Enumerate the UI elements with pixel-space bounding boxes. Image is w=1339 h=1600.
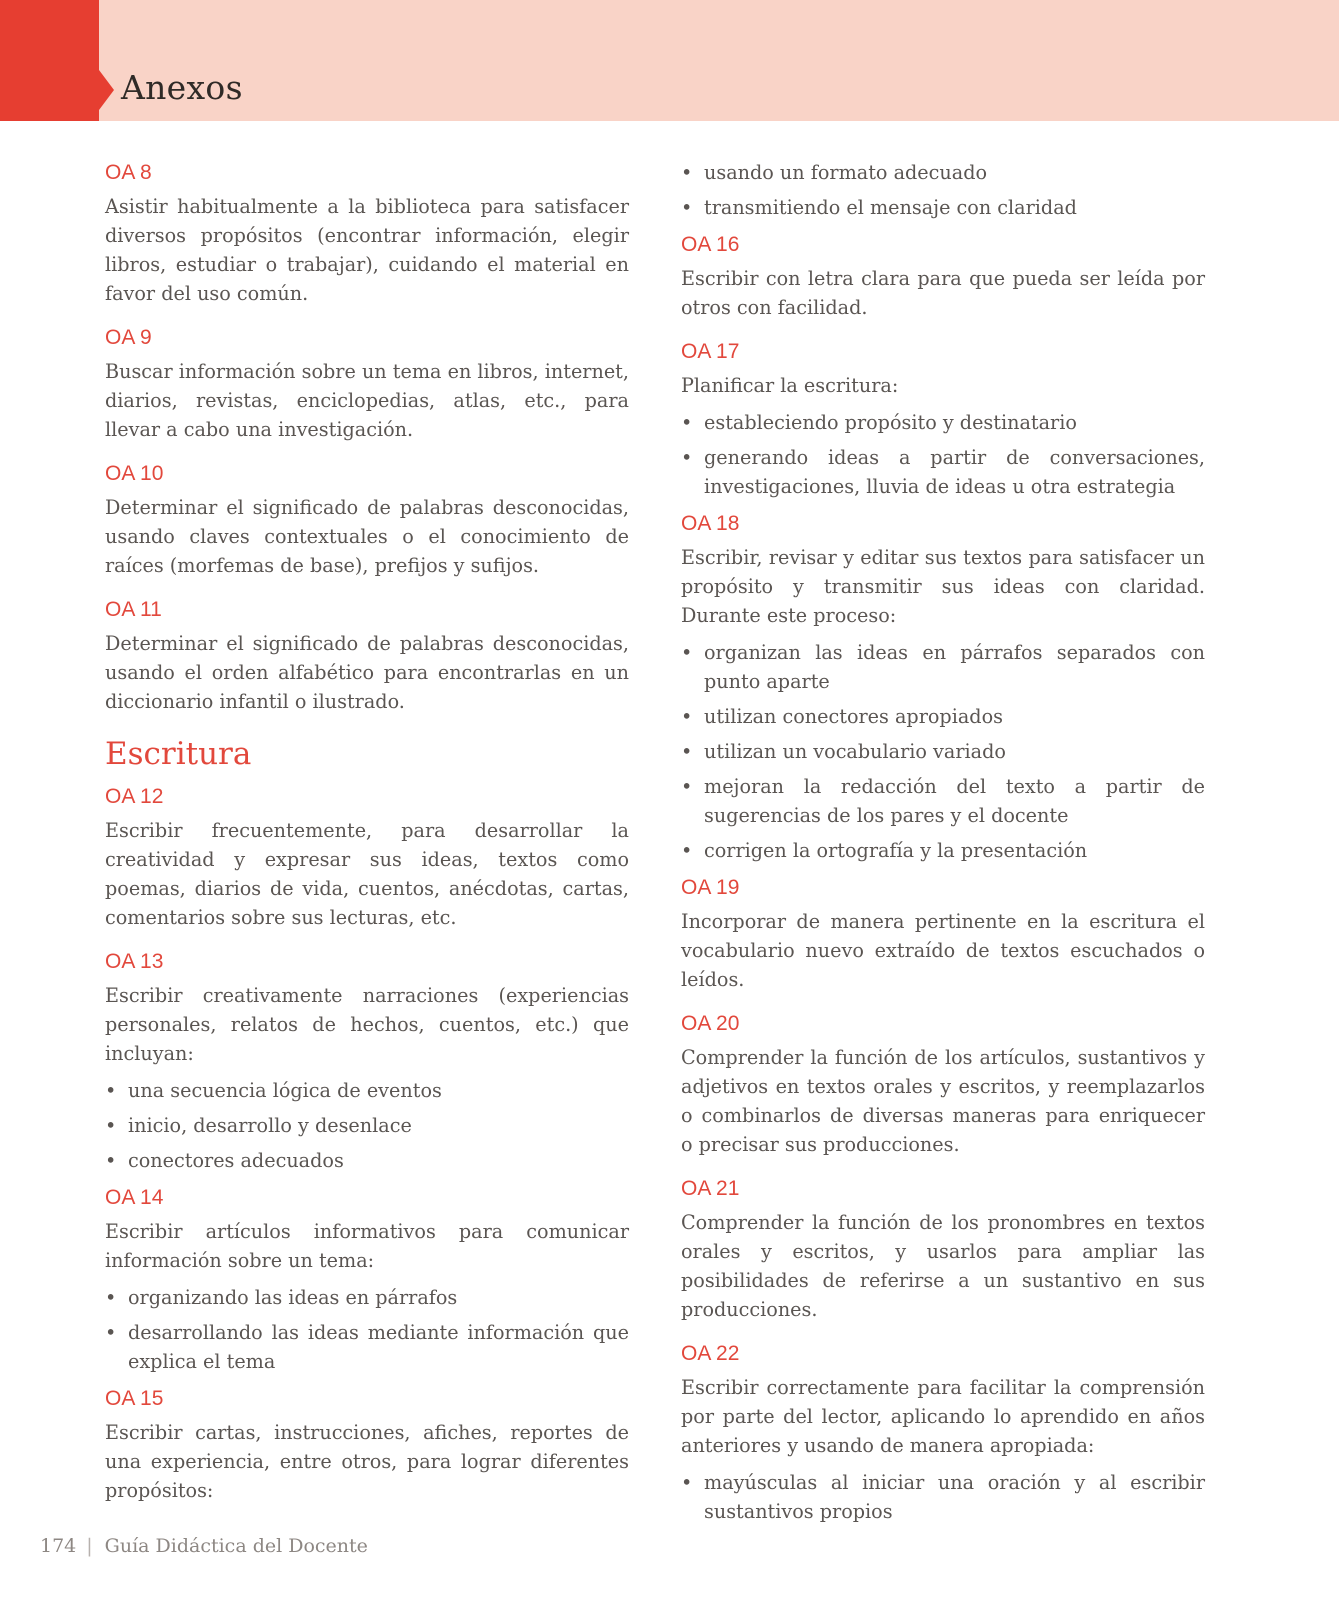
header-arrow-icon <box>99 70 114 110</box>
oa-heading: OA 13 <box>105 950 164 973</box>
list-item: • desarrollando las ideas mediante información que explica el tema <box>105 1318 629 1376</box>
list-item: • inicio, desarrollo y desenlace <box>105 1111 629 1140</box>
list-item: • transmitiendo el mensaje con claridad <box>681 193 1205 222</box>
oa-text: Incorporar de manera pertinente en la escritura el vocabulario nuevo extraído de textos escuchados o leídos. <box>681 910 1205 991</box>
oa-heading: OA 12 <box>105 785 164 808</box>
oa-heading: OA 17 <box>681 340 740 363</box>
bullet-list <box>681 1468 1205 1526</box>
list-item: • generando ideas a partir de conversaciones, investigaciones, lluvia de ideas u otra estrategia <box>681 443 1205 501</box>
bullet-list <box>681 408 1205 501</box>
list-item: • una secuencia lógica de eventos <box>105 1076 629 1105</box>
oa-heading: OA 21 <box>681 1177 740 1200</box>
footer-divider: | <box>86 1535 93 1557</box>
oa-text: Planificar la escritura: <box>681 374 899 397</box>
bullet-list <box>105 1283 629 1376</box>
list-item: • mayúsculas al iniciar una oración y al escribir sustantivos propios <box>681 1468 1205 1526</box>
right-column <box>681 158 1205 1534</box>
page-title: Anexos <box>121 68 243 107</box>
oa-text: Escribir, revisar y editar sus textos para satisfacer un propósito y transmitir sus ideas con claridad. Durante este proceso: <box>681 546 1205 627</box>
oa-heading: OA 15 <box>105 1387 164 1410</box>
oa-text: Escribir cartas, instrucciones, afiches, reportes de una experiencia, entre otros, para lograr diferentes propósitos: <box>105 1421 629 1502</box>
list-item: • estableciendo propósito y destinatario <box>681 408 1205 437</box>
header-tab <box>0 0 99 121</box>
oa-heading: OA 10 <box>105 462 164 485</box>
oa-text: Escribir correctamente para facilitar la comprensión por parte del lector, aplicando lo aprendido en años anteriores y usando de manera apropiada: <box>681 1376 1205 1457</box>
left-column <box>105 158 629 1520</box>
bullet-list <box>681 158 1205 222</box>
oa-text: Comprender la función de los artículos, sustantivos y adjetivos en textos orales y escritos, y reemplazarlos o combinarlos de diversas maneras para enriquecer o precisar sus producciones. <box>681 1046 1205 1156</box>
oa-text: Determinar el significado de palabras desconocidas, usando claves contextuales o el conocimiento de raíces (morfemas de base), prefijos y sufijos. <box>105 496 629 577</box>
oa-heading: OA 14 <box>105 1186 164 1209</box>
page-footer <box>40 1535 368 1557</box>
oa-text: Comprender la función de los pronombres en textos orales y escritos, y usarlos para ampliar las posibilidades de referirse a un sustantivo en sus producciones. <box>681 1211 1205 1321</box>
list-item: • usando un formato adecuado <box>681 158 1205 187</box>
oa-text: Asistir habitualmente a la biblioteca para satisfacer diversos propósitos (encontrar información, elegir libros, estudiar o trabajar), cuidando el material en favor del uso común. <box>105 195 629 305</box>
page-number: 174 <box>40 1535 77 1557</box>
list-item: • conectores adecuados <box>105 1146 629 1175</box>
list-item: • utilizan un vocabulario variado <box>681 737 1205 766</box>
section-title: Escritura <box>105 736 252 772</box>
list-item: • corrigen la ortografía y la presentación <box>681 836 1205 865</box>
oa-text: Escribir con letra clara para que pueda ser leída por otros con facilidad. <box>681 267 1205 319</box>
oa-heading: OA 11 <box>105 598 162 621</box>
oa-text: Buscar información sobre un tema en libros, internet, diarios, revistas, enciclopedias, atlas, etc., para llevar a cabo una investigación. <box>105 360 629 441</box>
oa-heading: OA 8 <box>105 161 152 184</box>
oa-text: Determinar el significado de palabras desconocidas, usando el orden alfabético para encontrarlas en un diccionario infantil o ilustrado. <box>105 632 629 713</box>
list-item: • organizan las ideas en párrafos separados con punto aparte <box>681 638 1205 696</box>
oa-text: Escribir artículos informativos para comunicar información sobre un tema: <box>105 1220 629 1272</box>
oa-heading: OA 16 <box>681 233 740 256</box>
oa-heading: OA 20 <box>681 1012 740 1035</box>
book-title: Guía Didáctica del Docente <box>104 1535 368 1557</box>
list-item: • mejoran la redacción del texto a partir de sugerencias de los pares y el docente <box>681 772 1205 830</box>
oa-heading: OA 9 <box>105 326 152 349</box>
list-item: • organizando las ideas en párrafos <box>105 1283 629 1312</box>
bullet-list <box>681 638 1205 865</box>
oa-heading: OA 18 <box>681 512 740 535</box>
bullet-list <box>105 1076 629 1175</box>
oa-text: Escribir frecuentemente, para desarrollar la creatividad y expresar sus ideas, textos como poemas, diarios de vida, cuentos, anécdotas, cartas, comentarios sobre sus lecturas, etc. <box>105 819 629 929</box>
oa-heading: OA 19 <box>681 876 740 899</box>
oa-heading: OA 22 <box>681 1342 740 1365</box>
list-item: • utilizan conectores apropiados <box>681 702 1205 731</box>
oa-text: Escribir creativamente narraciones (experiencias personales, relatos de hechos, cuentos, etc.) que incluyan: <box>105 984 629 1065</box>
